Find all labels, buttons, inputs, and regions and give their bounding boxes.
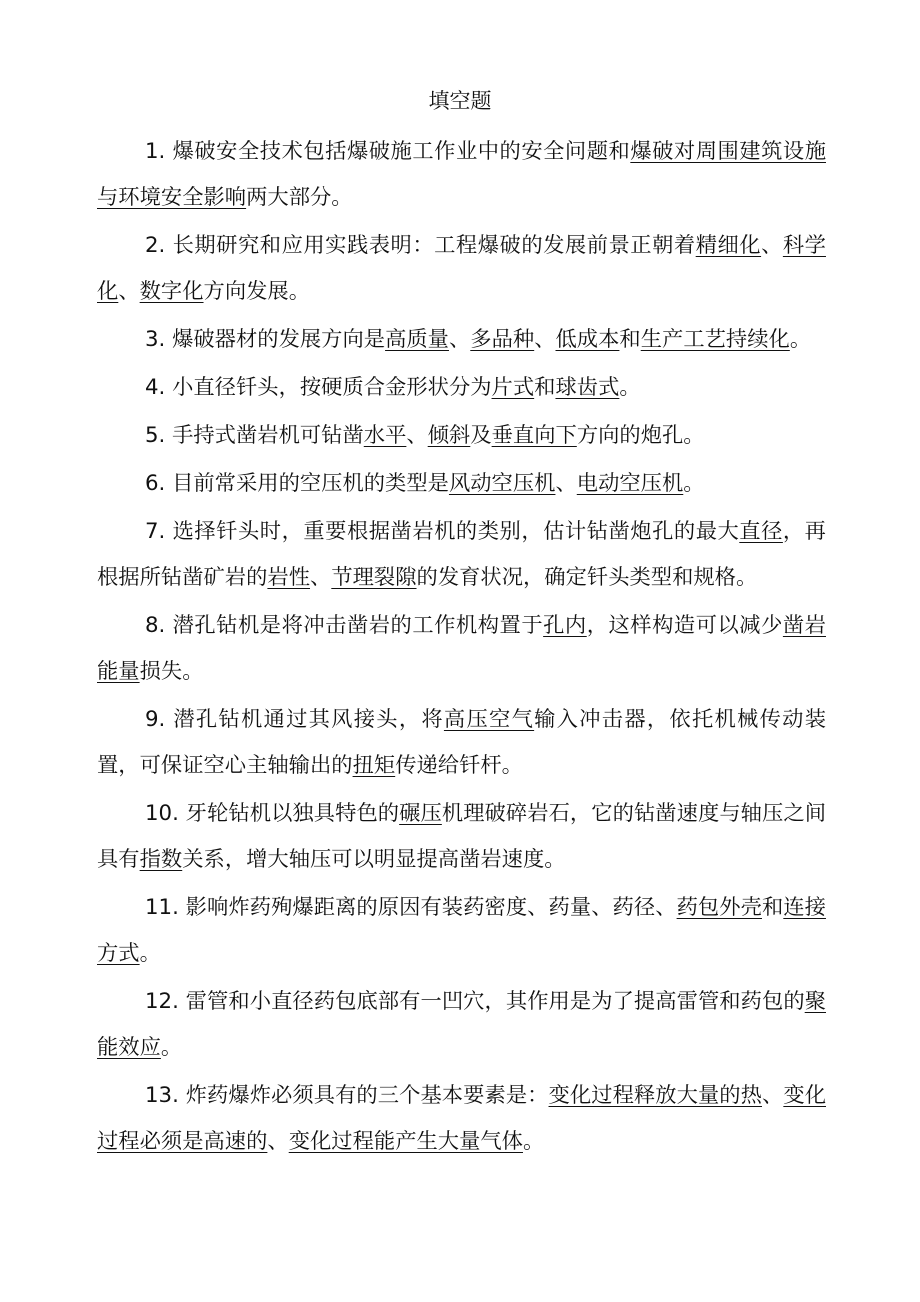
- answer-blank: 连接方式: [97, 895, 826, 966]
- question-text: 2. 长期研究和应用实践表明：工程爆破的发展前景正朝着: [145, 233, 696, 258]
- question-text: 9. 潜孔钻机通过其风接头，将: [145, 707, 444, 732]
- question-text: 。: [522, 1129, 545, 1154]
- question-text: 5. 手持式凿岩机可钻凿: [145, 423, 364, 448]
- question-paragraph: [97, 791, 826, 883]
- question-text: 12. 雷管和小直径药包底部有一凹穴，其作用是为了提高雷管和药包的: [145, 989, 805, 1014]
- question-paragraph: [97, 317, 826, 363]
- question-text: 方向发展。: [203, 279, 311, 304]
- question-text: 、: [406, 423, 428, 448]
- answer-blank: 爆破对周围建筑设施与环境安全影响: [97, 139, 826, 210]
- answer-blank: 片式: [491, 375, 535, 400]
- document-body: [97, 129, 826, 1167]
- question-text: 及: [470, 423, 492, 448]
- question-text: ，再根据所钻凿矿岩的: [97, 519, 826, 590]
- question-text: 。: [619, 375, 641, 400]
- answer-blank: 垂直向下: [491, 423, 577, 448]
- question-text: 13. 炸药爆炸必须具有的三个基本要素是：: [145, 1083, 549, 1108]
- answer-blank: 节理裂隙: [331, 565, 417, 590]
- answer-blank: 碾压: [399, 801, 442, 826]
- question-text: 、: [534, 327, 556, 352]
- question-text: 、: [448, 327, 471, 352]
- answer-blank: 球齿式: [555, 375, 620, 400]
- answer-blank: 变化过程释放大量的热: [548, 1083, 762, 1108]
- question-text: 。: [683, 471, 705, 496]
- question-text: 输入冲击器，依托机械传动装置，可保证空心主轴输出的: [97, 707, 826, 778]
- question-text: ，这样构造可以减少: [586, 613, 783, 638]
- question-text: 、: [118, 279, 140, 304]
- answer-blank: 科学化: [97, 233, 826, 304]
- answer-blank: 生产工艺持续化: [640, 327, 790, 352]
- question-text: 、: [267, 1129, 289, 1154]
- question-paragraph: [97, 365, 826, 411]
- answer-blank: 指数: [139, 847, 183, 872]
- question-text: 。: [789, 327, 812, 352]
- answer-blank: 多品种: [470, 327, 535, 352]
- answer-blank: 聚能效应: [97, 989, 826, 1060]
- answer-blank: 扭矩: [352, 753, 396, 778]
- question-text: 。: [160, 1035, 183, 1060]
- question-text: 关系，增大轴压可以明显提高凿岩速度。: [182, 847, 566, 872]
- answer-blank: 高压空气: [443, 707, 535, 732]
- answer-blank: 高质量: [385, 327, 449, 352]
- answer-blank: 直径: [739, 519, 783, 544]
- question-text: 、: [761, 1083, 784, 1108]
- page-title: 填空题: [428, 89, 492, 113]
- question-paragraph: [97, 129, 826, 221]
- question-text: 3. 爆破器材的发展方向是: [145, 327, 386, 352]
- answer-blank: 精细化: [695, 233, 762, 258]
- question-paragraph: [97, 603, 826, 695]
- question-text: 损失。: [139, 659, 204, 684]
- answer-blank: 药包外壳: [676, 895, 762, 920]
- question-text: 、: [761, 233, 783, 258]
- answer-blank: 数字化: [139, 279, 204, 304]
- question-text: 、: [555, 471, 577, 496]
- question-paragraph: [97, 885, 826, 977]
- question-paragraph: [97, 979, 826, 1071]
- question-text: 、: [310, 565, 332, 590]
- question-text: 的发育状况，确定钎头类型和规格。: [416, 565, 758, 590]
- answer-blank: 变化过程必须是高速的: [97, 1083, 826, 1154]
- question-text: 和: [619, 327, 641, 352]
- answer-blank: 孔内: [543, 613, 587, 638]
- question-text: 11. 影响炸药殉爆距离的原因有装药密度、药量、药径、: [145, 895, 677, 920]
- answer-blank: 倾斜: [427, 423, 471, 448]
- question-paragraph: [97, 223, 826, 315]
- question-text: 和: [761, 895, 784, 920]
- answer-blank: 凿岩能量: [97, 613, 826, 684]
- question-paragraph: [97, 509, 826, 601]
- question-text: 。: [139, 941, 161, 966]
- answer-blank: 变化过程能产生大量气体: [288, 1129, 523, 1154]
- question-paragraph: [97, 697, 826, 789]
- answer-blank: 低成本: [555, 327, 620, 352]
- question-text: 传递给钎杆。: [395, 753, 523, 778]
- question-text: 机理破碎岩石，它的钻凿速度与轴压之间具有: [97, 801, 826, 872]
- question-text: 4. 小直径钎头，按硬质合金形状分为: [145, 375, 492, 400]
- question-paragraph: [97, 461, 826, 507]
- question-text: 6. 目前常采用的空压机的类型是: [145, 471, 449, 496]
- question-paragraph: [97, 1073, 826, 1165]
- answer-blank: 电动空压机: [576, 471, 684, 496]
- question-paragraph: [97, 413, 826, 459]
- question-text: 两大部分。: [246, 185, 353, 210]
- question-text: 方向的炮孔。: [576, 423, 705, 448]
- question-text: 1. 爆破安全技术包括爆破施工作业中的安全问题和: [145, 139, 631, 164]
- answer-blank: 水平: [363, 423, 407, 448]
- question-text: 8. 潜孔钻机是将冲击凿岩的工作机构置于: [145, 613, 544, 638]
- question-text: 和: [534, 375, 556, 400]
- question-text: 7. 选择钎头时，重要根据凿岩机的类别，估计钻凿炮孔的最大: [145, 519, 740, 544]
- answer-blank: 风动空压机: [448, 471, 556, 496]
- question-text: 10. 牙轮钻机以独具特色的: [145, 801, 400, 826]
- answer-blank: 岩性: [267, 565, 310, 590]
